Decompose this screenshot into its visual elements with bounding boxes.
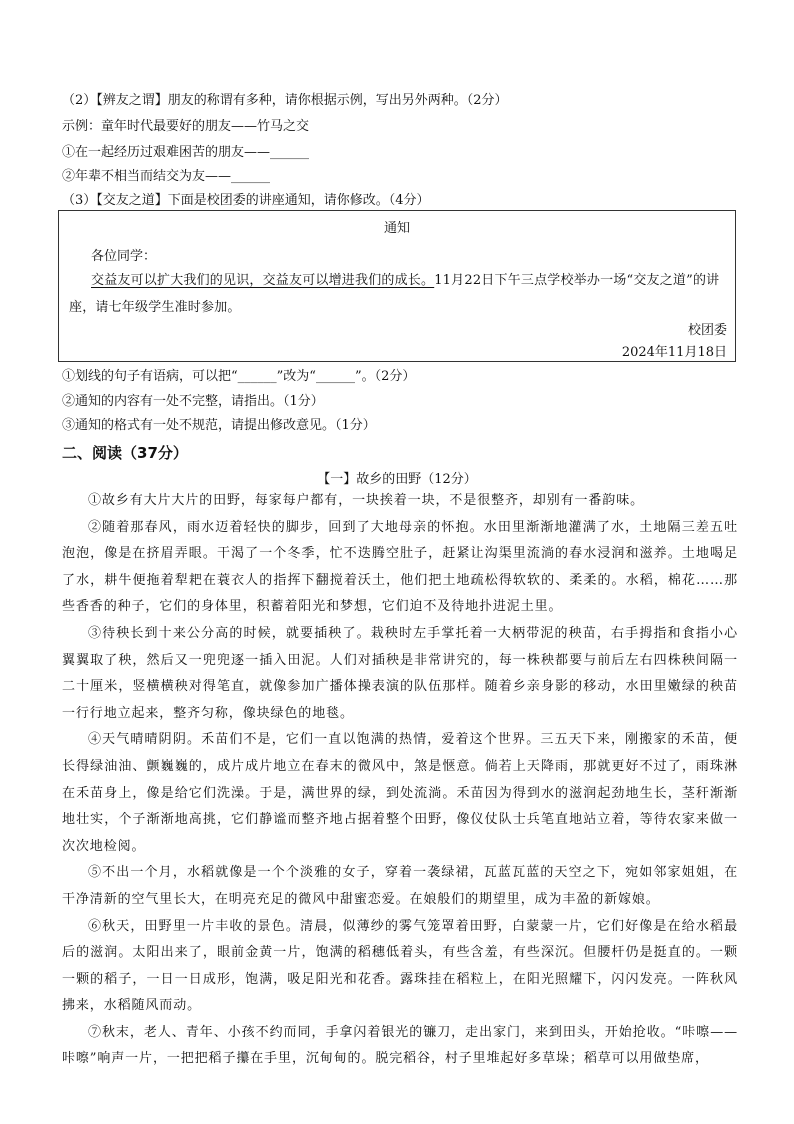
q2-example: 示例：童年时代最要好的朋友——竹马之交 [62, 119, 310, 134]
q3-title: （3）【交友之道】下面是校团委的讲座通知，请你修改。（4分） [62, 193, 430, 208]
article-title: 【一】故乡的田野（12分） [317, 472, 477, 487]
paragraph-6: ⑥秋天，田野里一片丰收的景色。清晨，似薄纱的雾气笼罩着田野，白蒙蒙一片，它们好像是在给水稻最后的滋润。太阳出来了，眼前金黄一片，饱满的稻穗低着头，有些含羞，有些深沉。但腰杆仍是挺直的。一颗一颗的稻子，一日一日成形，饱满，吸足阳光和花香。露珠挂在稻粒上，在阳光照耀下，闪闪发亮。一阵秋风拂来，水稻随风而动。 [62, 918, 738, 1014]
notice-signature: 校团委 [687, 323, 727, 338]
notice-box [58, 210, 736, 362]
notice-body-text: 11月22日下午三点学校举办一场“交友之道”的讲座，请七年级学生准时参加。 [69, 273, 720, 315]
article-body [62, 488, 738, 1073]
paragraph-7: ⑦秋末，老人、青年、小孩不约而同，手拿闪着银光的镰刀，走出家门，来到田头，开始抢收。“咔嚓——咔嚓”响声一片，一把把稻子攥在手里，沉甸甸的。脱完稻谷，村子里堆起好多草垛；稻草可以用做垫席， [62, 1024, 738, 1067]
notice-greeting: 各位同学： [91, 249, 157, 264]
q2-item-2: ②年辈不相当而结交为友——______ [62, 169, 271, 184]
q3-item-1: ①划线的句子有语病，可以把“______”改为“______”。（2分） [62, 369, 416, 384]
paragraph-4: ④天气晴晴阴阴。禾苗们不是，它们一直以饱满的热情，爱着这个世界。三五天下来，刚搬家的禾苗，便长得绿油油、颤巍巍的，成片成片地立在春末的微风中，煞是惬意。倘若上天降雨，那就更好不过了，雨珠淋在禾苗身上，像是给它们洗澡。于是，满世界的绿，到处流淌。禾苗因为得到水的滋润起劲地生长，茎秆渐渐地壮实，个子渐渐地高挑，它们静谧而整齐地占据着整个田野，像仪仗队士兵笔直地站立着，等待农家来做一次次地检阅。 [62, 732, 738, 854]
notice-underlined-sentence: 交益友可以扩大我们的见识，交益友可以增进我们的成长。 [91, 273, 435, 288]
q2-item-1: ①在一起经历过艰难困苦的朋友——______ [62, 145, 310, 160]
notice-body [69, 267, 729, 321]
paragraph-1: ①故乡有大片大片的田野，每家每户都有，一块挨着一块，不是很整齐，却别有一番韵味。 [88, 493, 645, 508]
q3-item-2: ②通知的内容有一处不完整，请指出。（1分） [62, 394, 324, 409]
notice-date: 2024年11月18日 [621, 345, 727, 360]
notice-title: 通知 [383, 221, 410, 236]
section-heading: 二、阅读（37分） [62, 444, 188, 462]
q3-item-3: ③通知的格式有一处不规范，请提出修改意见。（1分） [62, 418, 376, 433]
paragraph-3: ③待秧长到十来公分高的时候，就要插秧了。栽秧时左手掌托着一大柄带泥的秧苗，右手拇指和食指小心翼翼取了秧，然后又一兜兜逐一插入田泥。人们对插秧是非常讲究的，每一株秧都要与前后左右四株秧间隔一二十厘米，竖横横秧对得笔直，就像参加广播体操表演的队伍那样。随着乡亲身影的移动，水田里嫩绿的秧苗一行行地立起来，整齐匀称，像块绿色的地毯。 [62, 625, 738, 721]
paragraph-5: ⑤不出一个月，水稻就像是一个个淡雅的女子，穿着一袭绿裙，瓦蓝瓦蓝的天空之下，宛如邻家姐姐，在干净清新的空气里长大，在明亮充足的微风中甜蜜恋爱。在娘般们的期望里，成为丰盈的新嫁娘。 [62, 865, 738, 907]
paragraph-2: ②随着那春风，雨水迈着轻快的脚步，回到了大地母亲的怀抱。水田里渐渐地灌满了水，土地隔三差五吐泡泡，像是在挤眉弄眼。干渴了一个冬季，忙不迭腾空肚子，赶紧让沟渠里流淌的春水浸润和滋养。土地喝足了水，耕牛便拖着犁耙在蓑衣人的指挥下翻搅着沃土，他们把土地疏松得软软的、柔柔的。水稻，棉花……那些香香的种子，它们的身体里，积蓄着阳光和梦想，它们迫不及待地扑进泥土里。 [62, 519, 738, 615]
q2-title: （2）【辨友之谓】朋友的称谓有多种，请你根据示例，写出另外两种。（2分） [62, 93, 508, 108]
